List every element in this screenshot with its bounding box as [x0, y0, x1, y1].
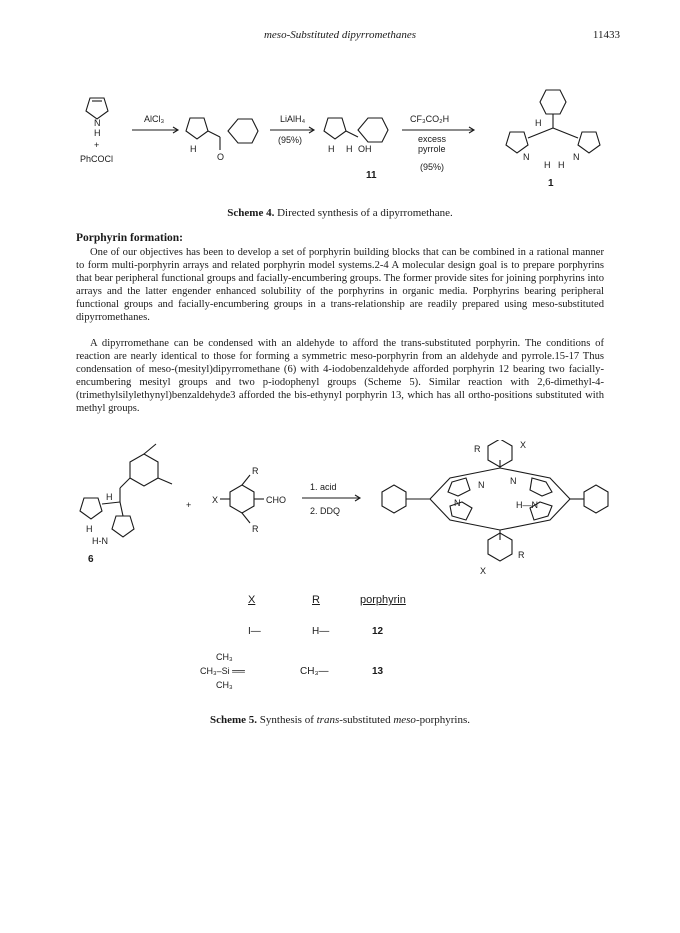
acylpyrrole-structure — [186, 118, 258, 162]
svg-text:H: H — [544, 160, 551, 170]
row2-ch3-si: CH₃–Si ══ — [200, 666, 245, 676]
arrow-acid-ddq — [302, 482, 360, 516]
scheme-4-drawing — [70, 80, 630, 200]
page-number: 11433 — [592, 29, 620, 41]
row2-r: CH₃— — [300, 666, 329, 677]
svg-text:H-N: H-N — [92, 536, 108, 546]
pyrrole-structure — [80, 98, 113, 164]
svg-text:OH: OH — [358, 144, 372, 154]
aldehyde-structure — [212, 466, 286, 534]
arrow-tfa — [402, 114, 474, 172]
svg-text:(95%): (95%) — [278, 135, 303, 145]
svg-text:X: X — [480, 566, 487, 576]
svg-text:H: H — [535, 118, 542, 128]
row2-porphyrin: 13 — [372, 666, 384, 677]
svg-text:LiAlH₄: LiAlH₄ — [280, 114, 306, 124]
scheme-5-caption: Scheme 5. Synthesis of trans-substituted meso-porphyrins. — [209, 714, 471, 726]
svg-text:H: H — [94, 128, 101, 138]
header-x: X — [248, 594, 256, 606]
svg-text:H: H — [86, 524, 93, 534]
plus-sign: + — [186, 500, 192, 510]
svg-text:N: N — [454, 498, 461, 508]
dipyrromethane-1-structure — [506, 90, 600, 189]
svg-text:H: H — [190, 144, 197, 154]
svg-text:CHO: CHO — [266, 495, 286, 505]
svg-text:X: X — [212, 495, 219, 505]
dipyrromethane-6-structure — [80, 444, 172, 565]
arrow-lialh4 — [270, 114, 314, 145]
substituent-table — [200, 594, 500, 704]
svg-text:2. DDQ: 2. DDQ — [310, 506, 341, 516]
svg-text:O: O — [217, 152, 225, 162]
svg-text:H: H — [106, 492, 113, 502]
running-title: meso-Substituted dipyrromethanes — [263, 29, 417, 41]
svg-text:AlCl₃: AlCl₃ — [144, 114, 165, 124]
arrow-alcl3 — [132, 114, 178, 133]
header-r: R — [312, 594, 320, 606]
svg-text:(95%): (95%) — [420, 162, 445, 172]
svg-text:pyrrole: pyrrole — [418, 144, 446, 154]
svg-text:R: R — [518, 550, 525, 560]
svg-text:N: N — [510, 476, 517, 486]
svg-text:H: H — [346, 144, 353, 154]
row2-ch3-top: CH₃ — [216, 652, 233, 662]
row1-r: H— — [312, 626, 330, 637]
svg-text:R: R — [252, 524, 259, 534]
svg-text:H—N: H—N — [516, 500, 538, 510]
svg-text:R: R — [252, 466, 259, 476]
svg-text:6: 6 — [88, 554, 94, 565]
row1-porphyrin: 12 — [372, 626, 384, 637]
porphyrin-structure — [382, 440, 608, 576]
svg-text:CF₃CO₂H: CF₃CO₂H — [410, 114, 450, 124]
svg-text:R: R — [474, 444, 481, 454]
scheme-4-caption: Scheme 4. Directed synthesis of a dipyrromethane. — [227, 207, 453, 219]
running-head — [0, 29, 680, 45]
carbinol-11-structure — [324, 118, 388, 181]
svg-text:PhCOCl: PhCOCl — [80, 154, 114, 164]
svg-text:N: N — [94, 118, 101, 128]
row1-x: I— — [248, 626, 261, 637]
header-porphyrin: porphyrin — [360, 594, 406, 606]
svg-text:+: + — [94, 140, 100, 150]
svg-text:N: N — [523, 152, 530, 162]
paragraph-1: One of our objectives has been to develop a set of porphyrin building blocks that can be combined in a rational manner to form multi-porphyrin arrays and related porphyrin model systems.2-4 A molecular design goal is to prepare porphyrins that bear peripheral functional groups and facially-encumbering groups. The former provide sites for joining porphyrins into arrays and the latter engender enhanced solubility of the porphyrins in organic media. Porphyrins bearing peripheral functional groups and facially-encumbering groups in a trans-relationship are readily prepared using meso-substituted dipyrromethanes. — [76, 247, 604, 323]
svg-text:H: H — [328, 144, 335, 154]
svg-text:1. acid: 1. acid — [310, 482, 337, 492]
svg-text:X: X — [520, 440, 527, 450]
paragraph-2: A dipyrromethane can be condensed with an aldehyde to afford the trans-substituted porphyrin. The conditions of reaction are nearly identical to those for forming a symmetric meso-porphyrin from an aldehyde and pyrrole.15-17 Thus condensation of meso-(mesityl)dipyrromethane (6) with 4-iodobenzaldehyde afforded porphyrin 12 bearing two facially-encumbering mesityl groups and two p-iodophenyl groups (Scheme 5). Similar reaction with 2,6-dimethyl-4-(trimethylsilylethynyl)benzaldehyde3 afforded the bis-ethynyl porphyrin 13, which has all ortho-positions substituted with methyl groups. — [76, 338, 604, 414]
section-heading: Porphyrin formation: — [76, 232, 184, 244]
svg-text:H: H — [558, 160, 565, 170]
row2-ch3-bottom: CH₃ — [216, 680, 233, 690]
svg-text:1: 1 — [548, 178, 554, 189]
scheme-4-figure — [70, 80, 630, 200]
svg-text:N: N — [573, 152, 580, 162]
svg-text:N: N — [478, 480, 485, 490]
svg-text:11: 11 — [366, 170, 377, 181]
svg-text:excess: excess — [418, 134, 447, 144]
